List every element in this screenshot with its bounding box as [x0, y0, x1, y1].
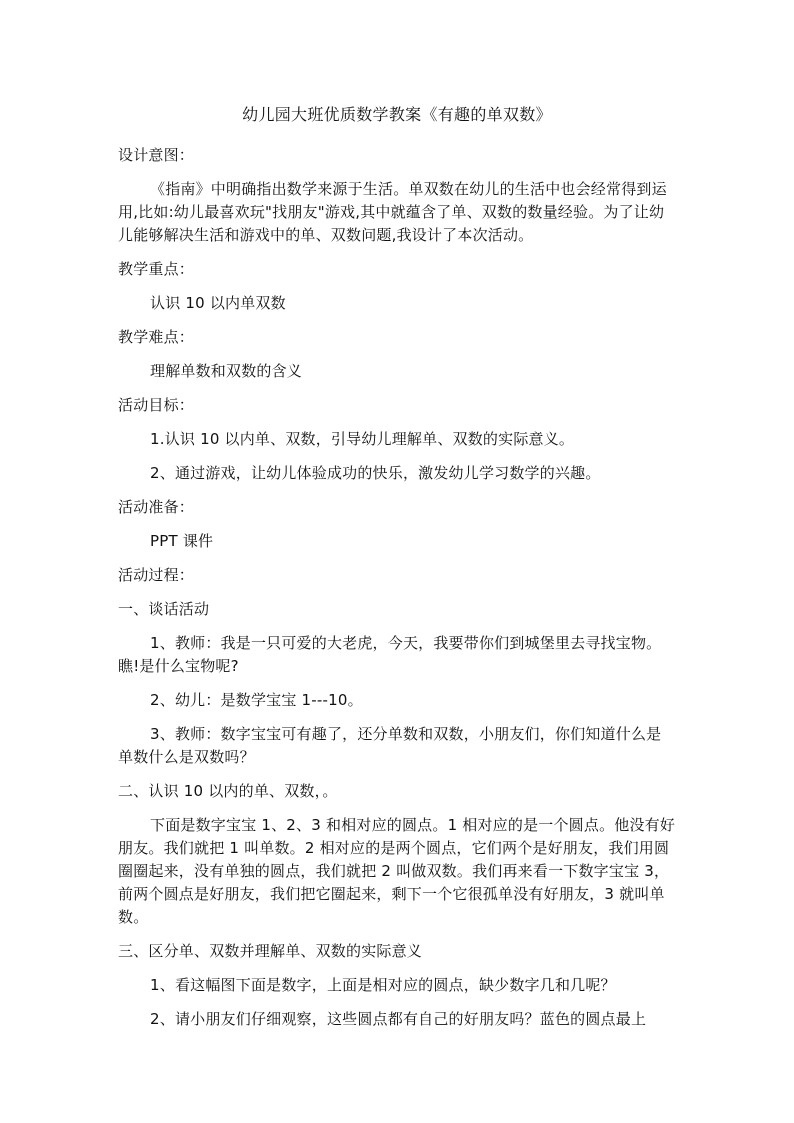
section-heading-activity-process: 活动过程： [118, 566, 195, 584]
subheading-talk-activity: 一、谈话活动 [118, 600, 210, 618]
paragraph-talk-2: 2、幼儿：是数学宝宝 1---10。 [150, 691, 363, 709]
section-heading-activity-goals: 活动目标： [118, 396, 195, 414]
section-heading-design-intent: 设计意图： [118, 146, 195, 164]
paragraph-preparation: PPT 课件 [150, 532, 214, 550]
paragraph-talk-1: 1、教师：我是一只可爱的大老虎，今天，我要带你们到城堡里去寻找宝物。瞧!是什么宝物呢? [118, 634, 662, 675]
paragraph-goal-1: 1.认识 10 以内单、双数，引导幼儿理解单、双数的实际意义。 [150, 430, 575, 448]
paragraph-design-intent: 《指南》中明确指出数学来源于生活。单双数在幼儿的生活中也会经常得到运用,比如:幼儿最喜欢玩"找朋友"游戏,其中就蕴含了单、双数的数量经验。为了让幼儿能够解决生活和游戏中的单、双数问题,我设计了本次活动。 [118, 180, 667, 244]
subheading-distinguish-numbers: 三、区分单、双数并理解单、双数的实际意义 [118, 942, 423, 960]
paragraph-recognize-numbers: 下面是数字宝宝 1、2、3 和相对应的圆点。1 相对应的是一个圆点。他没有好朋友。我们就把 1 叫单数。2 相对应的是两个圆点，它们两个是好朋友，我们用圆圈圈起来，没有单独的圆点，我们就把 2 叫做双数。我们再来看一下数字宝宝 3，前两个圆点是好朋友，我们把它圈起来，剩下一个它很孤单没有好朋友，3 就叫单数。 [118, 816, 676, 926]
document-title: 幼儿园大班优质数学教案《有趣的单双数》 [242, 105, 552, 124]
section-heading-teaching-difficulty: 教学难点： [118, 328, 195, 346]
paragraph-teaching-difficulty: 理解单数和双数的含义 [150, 362, 303, 380]
paragraph-talk-3: 3、教师：数字宝宝可有趣了，还分单数和双数，小朋友们，你们知道什么是单数什么是双数吗？ [118, 725, 662, 766]
section-heading-activity-preparation: 活动准备： [118, 498, 195, 516]
subheading-recognize-numbers: 二、认识 10 以内的单、双数，。 [118, 782, 338, 800]
paragraph-distinguish-2: 2、请小朋友们仔细观察，这些圆点都有自己的好朋友吗？蓝色的圆点最上 [150, 1010, 647, 1028]
paragraph-goal-2: 2、通过游戏，让幼儿体验成功的快乐，激发幼儿学习数学的兴趣。 [150, 464, 601, 482]
paragraph-distinguish-1: 1、看这幅图下面是数字，上面是相对应的圆点，缺少数字几和几呢？ [150, 976, 616, 994]
section-heading-teaching-focus: 教学重点： [118, 260, 195, 278]
paragraph-teaching-focus: 认识 10 以内单双数 [150, 294, 286, 312]
